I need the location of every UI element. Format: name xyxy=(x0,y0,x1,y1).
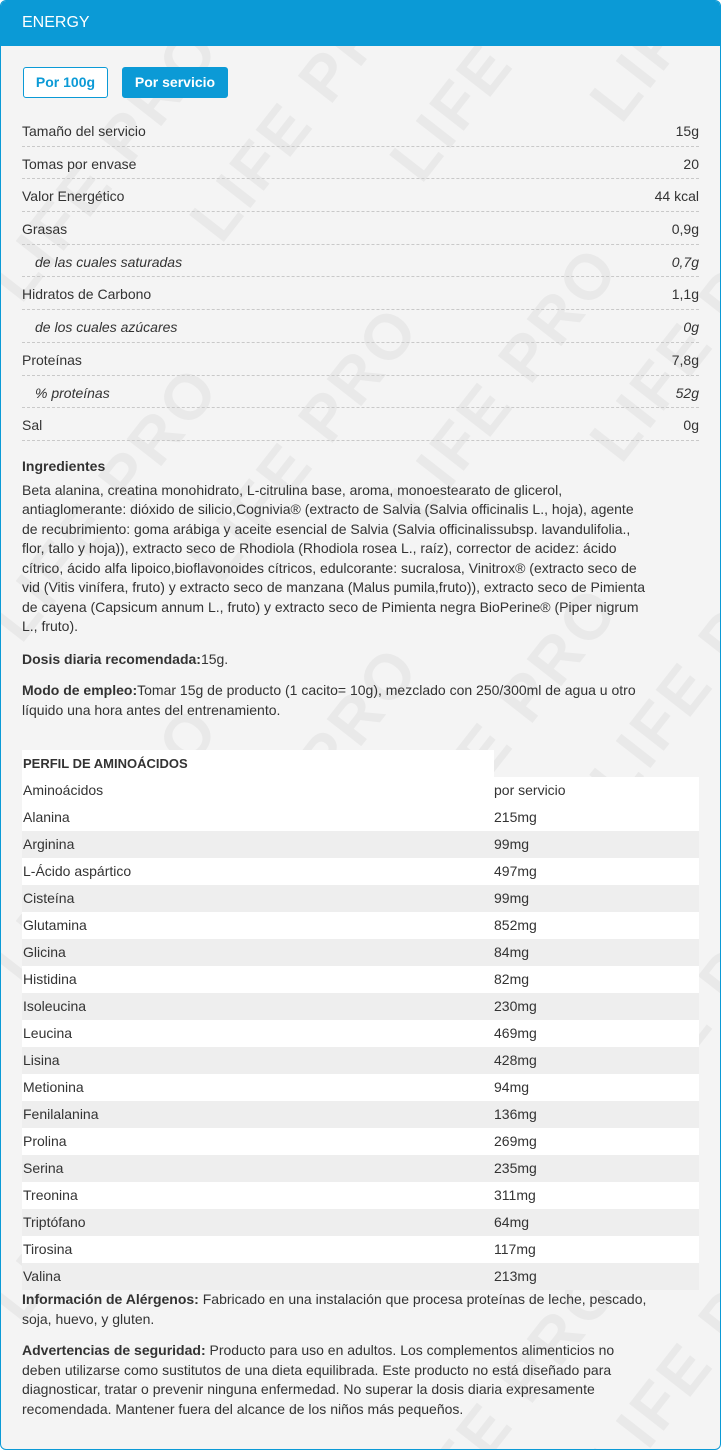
amino-header-row xyxy=(22,777,699,804)
amino-value: 852mg xyxy=(494,917,537,933)
amino-value: 235mg xyxy=(494,1160,537,1176)
ingredients-line: antiaglomerante: dióxido de silicio,Cognivia® (extracto de Salvia (Salvia officinalis L., hoja), agente xyxy=(22,501,634,517)
panel-title: ENERGY xyxy=(22,14,90,31)
amino-name: Prolina xyxy=(23,1133,67,1149)
amino-row xyxy=(22,858,699,885)
amino-profile-table xyxy=(22,750,699,1290)
nutrition-value: 52g xyxy=(675,384,699,401)
nutrition-value: 0g xyxy=(683,319,699,336)
allergens-line2: soja, huevo, y gluten. xyxy=(22,1310,155,1327)
amino-value: 497mg xyxy=(494,863,537,879)
nutrition-row xyxy=(22,376,699,409)
amino-row xyxy=(22,1128,699,1155)
nutrition-value: 0g xyxy=(683,417,699,434)
nutrition-row xyxy=(22,277,699,310)
amino-name: Arginina xyxy=(23,836,75,852)
amino-name: Fenilalanina xyxy=(23,1106,99,1122)
nutrition-value: 20 xyxy=(683,155,699,172)
nutrition-row xyxy=(22,408,699,441)
amino-name: Valina xyxy=(23,1268,61,1284)
amino-row xyxy=(22,1074,699,1101)
usage-line2: líquido una hora antes del entrenamiento. xyxy=(22,701,281,718)
warnings-line2: deben utilizarse como sustitutos de una dieta equilibrada. Este producto no está diseñado para xyxy=(22,1361,612,1378)
nutrition-label: Valor Energético xyxy=(22,188,125,205)
amino-row xyxy=(22,939,699,966)
amino-name: Triptófano xyxy=(23,1214,86,1230)
warnings-label: Advertencias de seguridad: xyxy=(22,1342,206,1358)
daily-dose-value: 15g. xyxy=(200,651,229,667)
ingredients-line: L., fruto). xyxy=(22,618,79,634)
nutrition-label: de las cuales saturadas xyxy=(35,253,183,270)
amino-value: 82mg xyxy=(494,971,530,987)
amino-name: Cisteína xyxy=(23,890,75,906)
nutrition-row xyxy=(22,114,699,147)
per-100g-button[interactable]: Por 100g xyxy=(23,67,108,98)
nutrition-value: 15g xyxy=(675,123,699,139)
amino-rows xyxy=(22,804,699,1290)
nutrition-row xyxy=(22,147,699,180)
nutrition-label: de los cuales azúcares xyxy=(35,319,178,336)
amino-name: Leucina xyxy=(23,1025,73,1041)
nutrition-row xyxy=(22,212,699,245)
nutrition-row xyxy=(22,310,699,343)
allergens-label: Información de Alérgenos: xyxy=(22,1291,199,1307)
amino-value: 64mg xyxy=(494,1214,530,1230)
amino-col-value-header: por servicio xyxy=(494,782,566,798)
ingredients-line: cítrico, ácido alfa lipoico,bioflavonoides cítricos, edulcorante: sucralosa, Vinitrox® (extracto seco de xyxy=(22,559,637,576)
amino-row xyxy=(22,1020,699,1047)
ingredients-line: flor, tallo y hoja)), extracto seco de Rhodiola (Rhodiola rosea L., raíz), corrector de acidez: ácido xyxy=(22,540,617,556)
nutrition-label: Sal xyxy=(22,417,43,434)
amino-row xyxy=(22,1209,699,1236)
amino-name: Tirosina xyxy=(23,1241,73,1257)
warnings-line4: recomendada. Mantener fuera del alcance de los niños más pequeños. xyxy=(22,1400,464,1417)
amino-name: Metionina xyxy=(23,1079,84,1095)
amino-row xyxy=(22,804,699,831)
nutrition-value: 0,9g xyxy=(671,221,699,238)
amino-value: 94mg xyxy=(494,1079,530,1095)
nutrition-row xyxy=(22,179,699,212)
amino-row xyxy=(22,993,699,1020)
panel-header xyxy=(1,1,720,46)
amino-value: 84mg xyxy=(494,944,530,960)
ingredients-title: Ingredientes xyxy=(22,458,106,474)
amino-row xyxy=(22,1047,699,1074)
amino-name: Glutamina xyxy=(23,917,87,933)
allergens-section xyxy=(22,1290,699,1329)
amino-value: 230mg xyxy=(494,998,537,1014)
amino-value: 215mg xyxy=(494,809,537,825)
amino-name: Isoleucina xyxy=(23,998,87,1014)
amino-table-title: PERFIL DE AMINOÁCIDOS xyxy=(22,750,494,777)
amino-value: 117mg xyxy=(494,1241,536,1257)
nutrition-value: 1,1g xyxy=(671,286,699,303)
amino-row xyxy=(22,1263,699,1290)
amino-value: 99mg xyxy=(494,890,530,906)
usage-label: Modo de empleo: xyxy=(22,682,138,698)
amino-row xyxy=(22,1155,699,1182)
daily-dose xyxy=(22,650,699,670)
usage-line1: Tomar 15g de producto (1 cacito= 10g), mezclado con 250/300ml de agua u otro xyxy=(137,682,636,698)
amino-name: Histidina xyxy=(23,971,77,987)
nutrition-label: Hidratos de Carbono xyxy=(22,286,152,303)
amino-value: 213mg xyxy=(494,1268,537,1284)
amino-name: Treonina xyxy=(23,1187,78,1203)
amino-name: Alanina xyxy=(23,809,70,825)
nutrition-label: % proteínas xyxy=(35,384,110,401)
ingredients-line: vid (Vitis vinífera, fruto) y extracto seco de manzana (Malus pumila,fruto)), extracto seco de Pimienta xyxy=(22,579,645,595)
per-serving-button[interactable]: Por servicio xyxy=(122,67,228,98)
amino-value: 311mg xyxy=(494,1187,536,1203)
ingredients-text xyxy=(22,481,699,637)
ingredients-line: Beta alanina, creatina monohidrato, L-citrulina base, aroma, monoestearato de glicerol, xyxy=(22,481,563,498)
amino-name: Serina xyxy=(23,1160,64,1176)
usage-section xyxy=(22,681,699,720)
nutrition-row xyxy=(22,245,699,278)
amino-value: 136mg xyxy=(494,1106,537,1122)
amino-name: Lisina xyxy=(23,1052,60,1068)
nutrition-label: Grasas xyxy=(22,221,68,238)
ingredients-section xyxy=(22,457,699,637)
ingredients-line: de recubrimiento: goma arábiga y aceite esencial de Salvia (Salvia officinalissubsp. lavandulifolia., xyxy=(22,520,631,537)
allergens-line1: Fabricado en una instalación que procesa proteínas de leche, pescado, xyxy=(198,1291,647,1307)
ingredients-line: de cayena (Capsicum annum L., fruto) y extracto seco de Pimienta negra BioPerine® (Piper nigrum xyxy=(22,598,639,615)
amino-value: 428mg xyxy=(494,1052,537,1068)
nutrition-value: 0,7g xyxy=(671,253,699,270)
warnings-section xyxy=(22,1341,699,1419)
amino-value: 469mg xyxy=(494,1025,537,1041)
amino-row xyxy=(22,1101,699,1128)
amino-row xyxy=(22,831,699,858)
nutrition-label: Tomas por envase xyxy=(22,155,137,172)
amino-name: L-Ácido aspártico xyxy=(23,863,132,879)
amino-value: 99mg xyxy=(494,836,530,852)
warnings-line1: Producto para uso en adultos. Los complementos alimenticios no xyxy=(205,1342,615,1358)
warnings-line3: diagnosticar, tratar o prevenir ninguna enfermedad. No superar la dosis diaria expresamente xyxy=(22,1381,595,1397)
nutrition-label: Tamaño del servicio xyxy=(22,123,146,139)
nutrition-value: 7,8g xyxy=(671,351,699,368)
amino-col-name-header: Aminoácidos xyxy=(23,782,104,798)
amino-row xyxy=(22,885,699,912)
nutrition-label: Proteínas xyxy=(22,351,82,368)
amino-row xyxy=(22,966,699,993)
amino-value: 269mg xyxy=(494,1133,537,1149)
amino-row xyxy=(22,1182,699,1209)
nutrition-row xyxy=(22,343,699,376)
amino-row xyxy=(22,1236,699,1263)
nutrition-table xyxy=(22,114,699,441)
amino-name: Glicina xyxy=(23,944,66,960)
nutrition-value: 44 kcal xyxy=(654,188,699,205)
amino-row xyxy=(22,912,699,939)
daily-dose-label: Dosis diaria recomendada: xyxy=(22,651,201,667)
